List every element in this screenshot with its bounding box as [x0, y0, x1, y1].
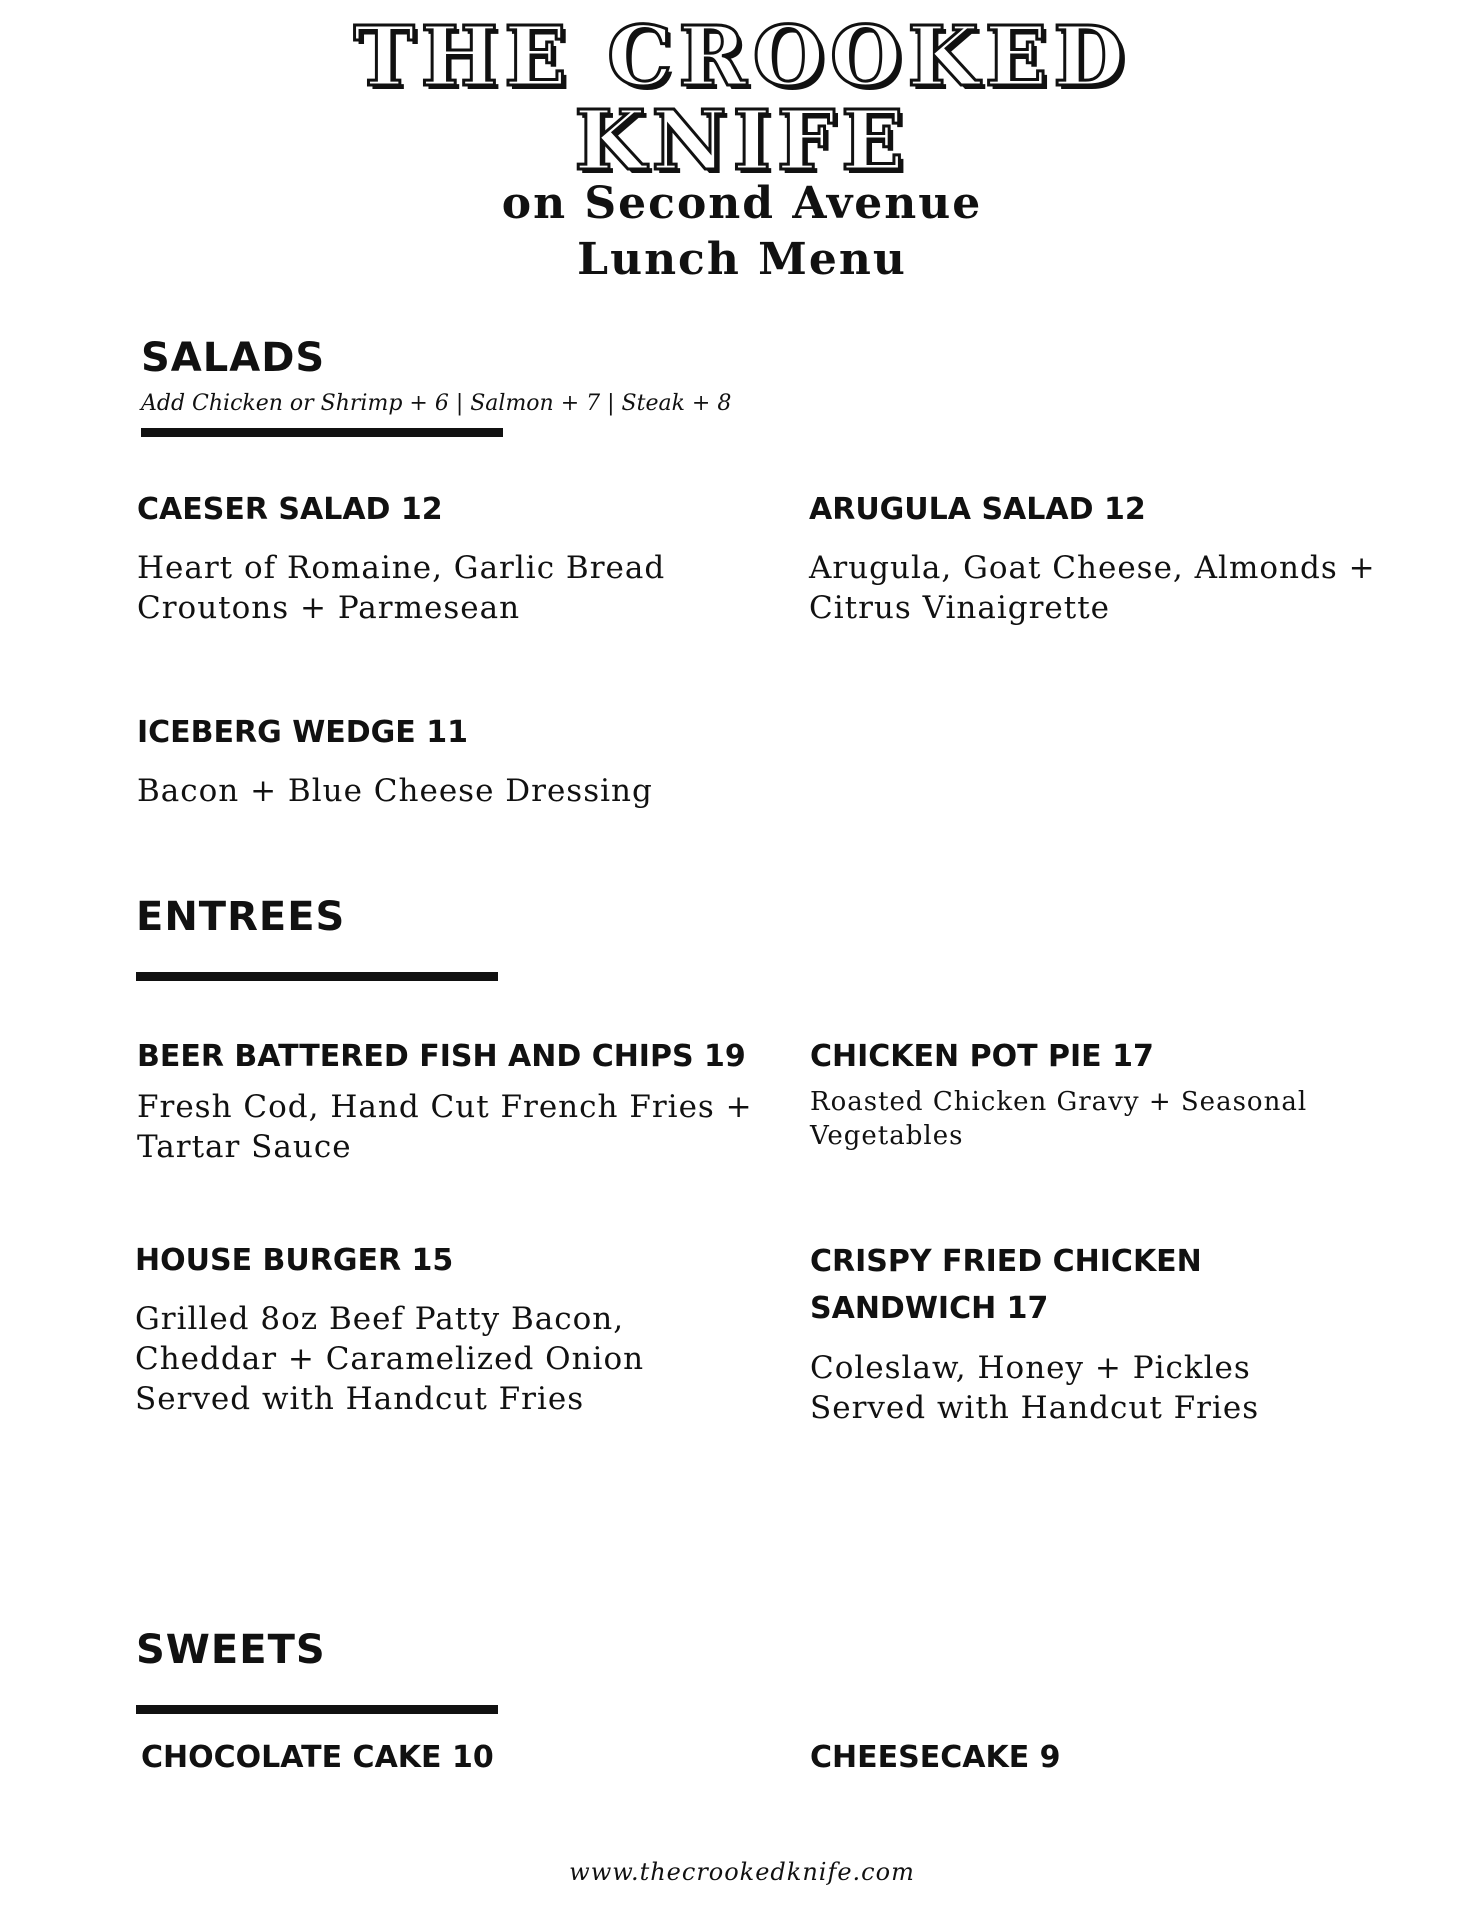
item-title: HOUSE BURGER 15	[135, 1243, 454, 1278]
restaurant-name-line-1: THE CROOKED	[353, 9, 1131, 105]
menu-item-fish-and-chips	[137, 1034, 787, 1167]
item-title: CHOCOLATE CAKE 10	[141, 1740, 494, 1775]
website-url: www.thecrookedknife.com	[569, 1858, 915, 1886]
menu-item-arugula-salad	[809, 487, 1429, 628]
menu-item-iceberg-wedge	[137, 710, 737, 811]
item-description: Coleslaw, Honey + Pickles Served with Handcut Fries	[810, 1350, 1260, 1426]
item-description: Roasted Chicken Gravy + Seasonal Vegetables	[810, 1086, 1308, 1151]
entrees-heading: ENTREES	[136, 894, 346, 940]
menu-item-caeser-salad	[137, 487, 737, 628]
salads-heading: SALADS	[141, 335, 326, 381]
item-description: Bacon + Blue Cheese Dressing	[137, 772, 653, 809]
salads-divider	[141, 428, 503, 437]
item-title: CHICKEN POT PIE 17	[810, 1039, 1154, 1074]
salads-addon-note: Add Chicken or Shrimp + 6 | Salmon + 7 | Steak + 8	[141, 391, 732, 416]
menu-item-cheesecake	[810, 1735, 1410, 1782]
item-description: Heart of Romaine, Garlic Bread Croutons + Parmesean	[137, 549, 666, 626]
menu-item-chicken-pot-pie	[810, 1034, 1430, 1153]
menu-item-chocolate-cake	[141, 1735, 741, 1782]
menu-name-subtitle: Lunch Menu	[577, 234, 907, 285]
item-description: Fresh Cod, Hand Cut French Fries + Tartar Sauce	[137, 1088, 753, 1165]
sweets-divider	[136, 1705, 498, 1714]
location-subtitle: on Second Avenue	[501, 178, 983, 229]
item-description: Arugula, Goat Cheese, Almonds + Citrus Vinaigrette	[809, 549, 1376, 626]
menu-item-house-burger	[135, 1238, 755, 1419]
item-title: ICEBERG WEDGE 11	[137, 715, 468, 750]
sweets-heading: SWEETS	[136, 1627, 326, 1673]
item-description: Grilled 8oz Beef Patty Bacon, Cheddar + Caramelized Onion Served with Handcut Fries	[135, 1300, 645, 1417]
restaurant-name-line-2: KNIFE	[574, 93, 910, 189]
item-title: ARUGULA SALAD 12	[809, 492, 1146, 527]
item-title: CRISPY FRIED CHICKEN SANDWICH 17	[810, 1244, 1202, 1326]
menu-item-crispy-fried-chicken-sandwich	[810, 1238, 1260, 1428]
item-title: CHEESECAKE 9	[810, 1740, 1061, 1775]
item-title: CAESER SALAD 12	[137, 492, 443, 527]
entrees-divider	[136, 972, 498, 981]
item-title: BEER BATTERED FISH AND CHIPS 19	[137, 1039, 746, 1074]
